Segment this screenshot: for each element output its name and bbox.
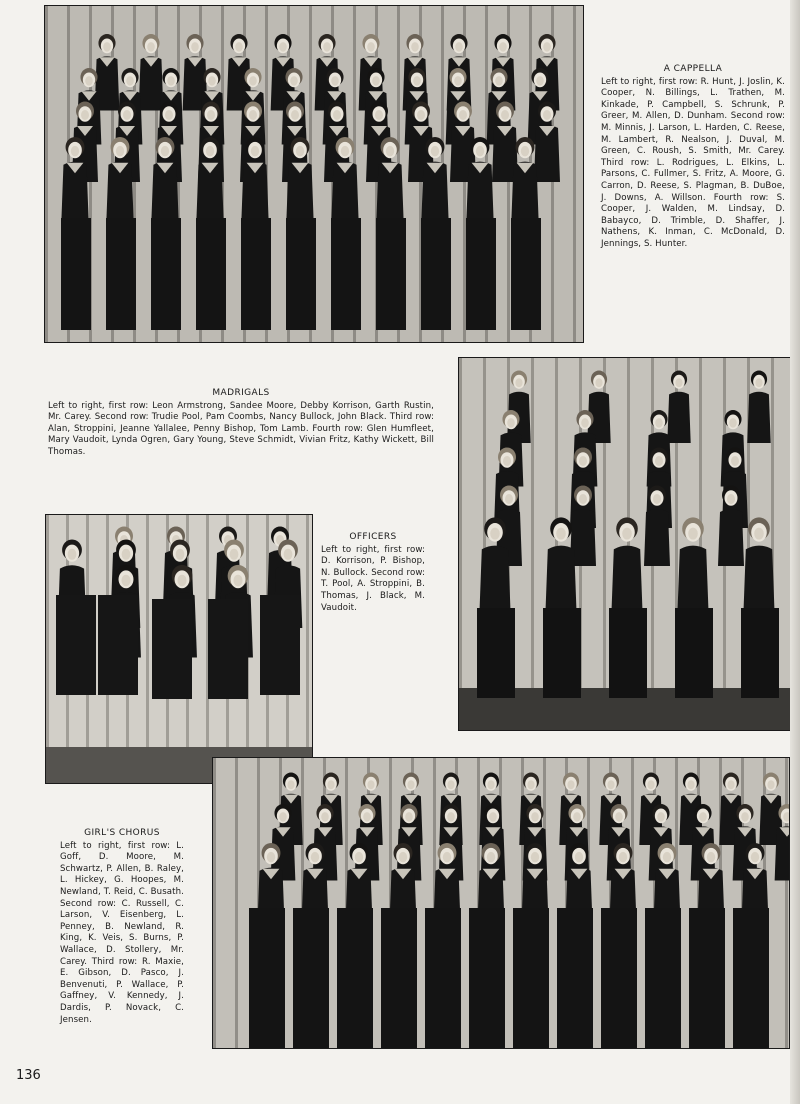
a-cappella-title: A CAPPELLA bbox=[663, 64, 723, 74]
robe bbox=[601, 908, 637, 1048]
madrigals-photo bbox=[458, 357, 792, 731]
officers-names: Left to right, first row: D. Korrison, P. Bishop, N. Bullock. Second row: T. Pool, A. Stroppini, B. Thomas, J. Black, M. Vaudoit. bbox=[321, 544, 425, 613]
blazer bbox=[208, 599, 248, 699]
robe bbox=[425, 908, 461, 1048]
girls-chorus-photo bbox=[212, 757, 790, 1049]
blazer bbox=[741, 608, 779, 698]
robe bbox=[376, 218, 406, 330]
robe bbox=[337, 908, 373, 1048]
robe bbox=[106, 218, 136, 330]
robe bbox=[689, 908, 725, 1048]
robe bbox=[241, 218, 271, 330]
robe bbox=[293, 908, 329, 1048]
blazer bbox=[98, 595, 138, 695]
officers-caption bbox=[321, 532, 425, 614]
robe bbox=[249, 908, 285, 1048]
madrigals-names: Left to right, first row: Leon Armstrong, Sandee Moore, Debby Korrison, Garth Rustin, Mr. Carey. Second row: Trudie Pool, Pam Coombs, Nancy Bullock, John Black. Third row: Alan, Stroppini, Jeanne Yallalee, Penny Bishop, Tom Lamb. Fourth row: Glen Humfleet, Mary Vaudoit, Lynda Ogren, Gary Young, Steve Schmidt, Vivian Fritz, Kathy Wickett, Bill Thomas. bbox=[48, 400, 434, 457]
blazer bbox=[675, 608, 713, 698]
blazer bbox=[609, 608, 647, 698]
robe bbox=[286, 218, 316, 330]
blazer bbox=[543, 608, 581, 698]
robe bbox=[645, 908, 681, 1048]
robe bbox=[511, 218, 541, 330]
madrigals-title: MADRIGALS bbox=[212, 388, 270, 398]
robe bbox=[513, 908, 549, 1048]
robe bbox=[421, 218, 451, 330]
robe bbox=[733, 908, 769, 1048]
blazer bbox=[56, 595, 96, 695]
blazer bbox=[477, 608, 515, 698]
officers-title: OFFICERS bbox=[349, 532, 397, 542]
a-cappella-names: Left to right, first row: R. Hunt, J. Joslin, K. Cooper, N. Billings, L. Trathen, M. Kinkade, P. Campbell, S. Schrunk, P. Greer, M. Allen, D. Dunham. Second row: M. Minnis, J. Larson, L. Harden, C. Reese, M. Lambert, R. Nealson, J. Duval, M. Green, C. Roush, S. Smith, Mr. Carey. Third row: L. Rodrigues, L. Elkins, L. Parsons, C. Fullmer, S. Fritz, A. Moore, G. Carron, D. Reese, S. Plagman, B. DuBoe, J. Downs, A. Willson. Fourth row: S. Cooper, J. Walden, M. Lindsay, D. Babayco, D. Trimble, D. Shaffer, J. Nathens, K. Inman, C. McDonald, D. Jennings, S. Hunter. bbox=[601, 76, 785, 249]
page-number: 136 bbox=[16, 1068, 41, 1083]
robe bbox=[61, 218, 91, 330]
blazer bbox=[152, 599, 192, 699]
girls-chorus-caption bbox=[60, 828, 184, 1026]
robe bbox=[331, 218, 361, 330]
page-binding-edge bbox=[790, 0, 800, 1104]
robe bbox=[557, 908, 593, 1048]
madrigals-caption bbox=[48, 388, 434, 459]
girls-chorus-names: Left to right, first row: L. Goff, D. Moore, M. Schwartz, P. Allen, B. Raley, L. Hickey, G. Hoopes, M. Newland, T. Reid, C. Busath. Second row: C. Russell, C. Larson, V. Eisenberg, L. Penney, B. Newland, R. King, K. Veis, S. Burns, P. Wallace, D. Stollery, Mr. Carey. Third row: R. Maxie, E. Gibson, D. Pasco, J. Benvenuti, P. Wallace, P. Gaffney, V. Kennedy, J. Dardis, P. Novack, C. Jensen. bbox=[60, 840, 184, 1025]
robe bbox=[196, 218, 226, 330]
robe bbox=[381, 908, 417, 1048]
robe bbox=[151, 218, 181, 330]
robe bbox=[466, 218, 496, 330]
robe bbox=[469, 908, 505, 1048]
officers-photo bbox=[45, 514, 313, 784]
a-cappella-caption bbox=[601, 64, 785, 251]
girls-chorus-title: GIRL'S CHORUS bbox=[84, 828, 160, 838]
blazer bbox=[260, 595, 300, 695]
a-cappella-photo bbox=[44, 5, 584, 343]
